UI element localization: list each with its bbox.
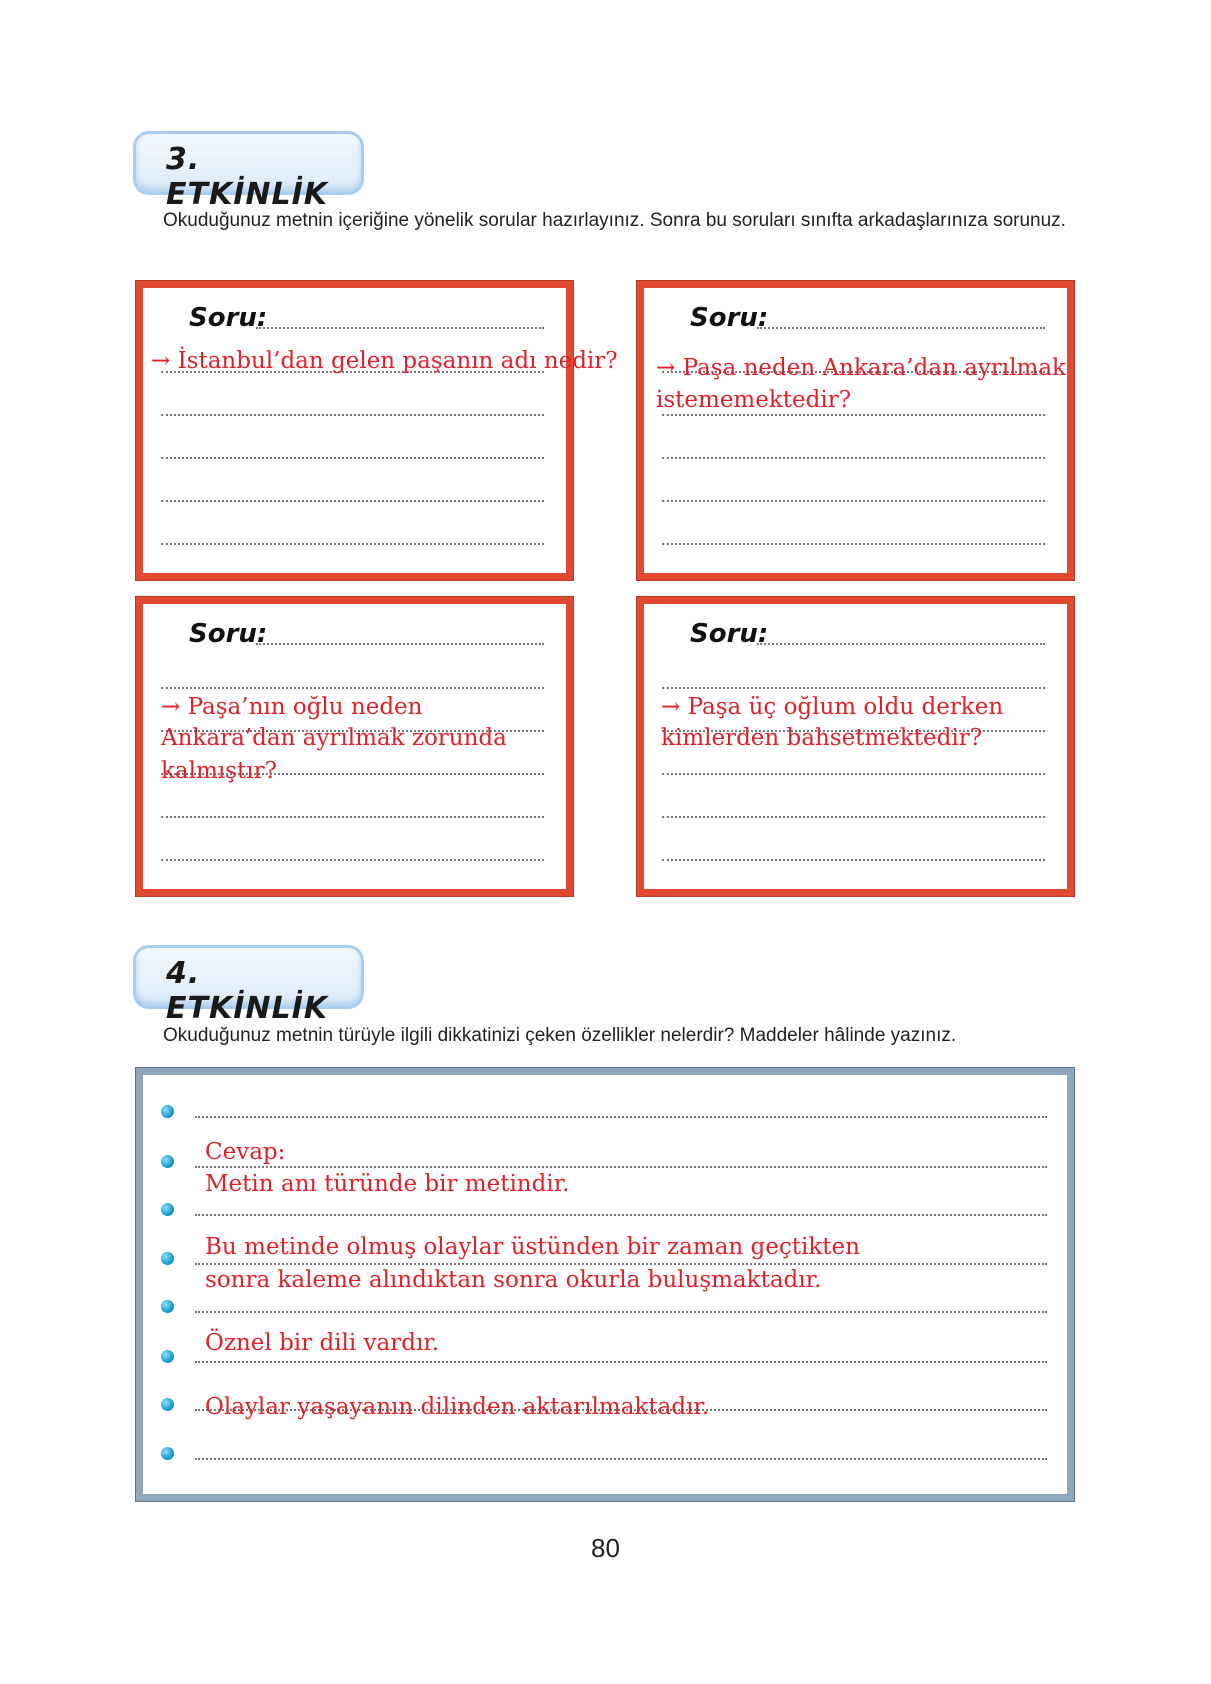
writing-line[interactable] — [195, 1214, 1047, 1216]
card-1-answer: → İstanbul’dan gelen paşanın adı nedir? — [151, 348, 618, 374]
question-line[interactable] — [256, 643, 544, 645]
question-line[interactable] — [256, 327, 544, 329]
writing-line[interactable] — [662, 859, 1045, 861]
writing-line[interactable] — [662, 543, 1045, 545]
writing-line[interactable] — [662, 457, 1045, 459]
bullet-icon — [161, 1300, 174, 1313]
card-4-answer-line: → Paşa üç oğlum oldu derken — [661, 694, 1004, 720]
writing-line[interactable] — [195, 1116, 1047, 1118]
card-3-answer-line: kalmıştır? — [161, 758, 277, 784]
writing-line[interactable] — [161, 500, 544, 502]
writing-line[interactable] — [662, 500, 1045, 502]
soru-label: Soru: — [189, 619, 268, 649]
bullet-icon — [161, 1252, 174, 1265]
card-3-answer-line: → Paşa’nın oğlu neden — [161, 694, 423, 720]
card-3-answer-line: Ankara’dan ayrılmak zorunda — [161, 725, 507, 751]
answer-line: Cevap: — [205, 1139, 286, 1165]
bullet-icon — [161, 1203, 174, 1216]
answer-line: Olaylar yaşayanın dilinden aktarılmaktadır. — [205, 1394, 710, 1420]
bullet-icon — [161, 1398, 174, 1411]
bullet-icon — [161, 1447, 174, 1460]
soru-label: Soru: — [690, 303, 769, 333]
activity-4-badge — [133, 945, 364, 1026]
card-4-answer-line: kimlerden bahsetmektedir? — [661, 725, 983, 751]
card-2-answer-line: istememektedir? — [656, 387, 852, 413]
page-number: 80 — [591, 1533, 620, 1563]
bullet-icon — [161, 1105, 174, 1118]
question-line[interactable] — [757, 327, 1045, 329]
writing-line[interactable] — [195, 1311, 1047, 1313]
writing-line[interactable] — [161, 816, 544, 818]
soru-label: Soru: — [690, 619, 769, 649]
bullet-icon — [161, 1155, 174, 1168]
activity-4-title: 4. ETKİNLİK — [166, 956, 328, 1026]
question-line[interactable] — [757, 643, 1045, 645]
writing-line[interactable] — [662, 773, 1045, 775]
writing-line[interactable] — [662, 687, 1045, 689]
soru-label: Soru: — [189, 303, 268, 333]
answer-line: Metin anı türünde bir metindir. — [205, 1171, 570, 1197]
answer-line: sonra kaleme alındıktan sonra okurla buluşmaktadır. — [205, 1267, 822, 1293]
writing-line[interactable] — [161, 543, 544, 545]
activity-3-badge — [133, 131, 364, 212]
writing-line[interactable] — [161, 859, 544, 861]
writing-line[interactable] — [161, 457, 544, 459]
card-2-answer-line: → Paşa neden Ankara’dan ayrılmak — [656, 355, 1066, 381]
writing-line[interactable] — [662, 816, 1045, 818]
answer-line: Bu metinde olmuş olaylar üstünden bir zaman geçtikten — [205, 1234, 860, 1260]
writing-line[interactable] — [161, 687, 544, 689]
writing-line[interactable] — [195, 1361, 1047, 1363]
writing-line[interactable] — [195, 1458, 1047, 1460]
activity-3-title: 3. ETKİNLİK — [166, 142, 328, 212]
bullet-icon — [161, 1350, 174, 1363]
activity-3-instruction: Okuduğunuz metnin içeriğine yönelik sorular hazırlayınız. Sonra bu soruları sınıfta arkadaşlarınıza sorunuz. — [163, 210, 1066, 231]
activity-4-instruction: Okuduğunuz metnin türüyle ilgili dikkatinizi çeken özellikler nelerdir? Maddeler hâlinde yazınız. — [163, 1025, 957, 1046]
answer-line: Öznel bir dili vardır. — [205, 1330, 440, 1356]
writing-line[interactable] — [161, 414, 544, 416]
